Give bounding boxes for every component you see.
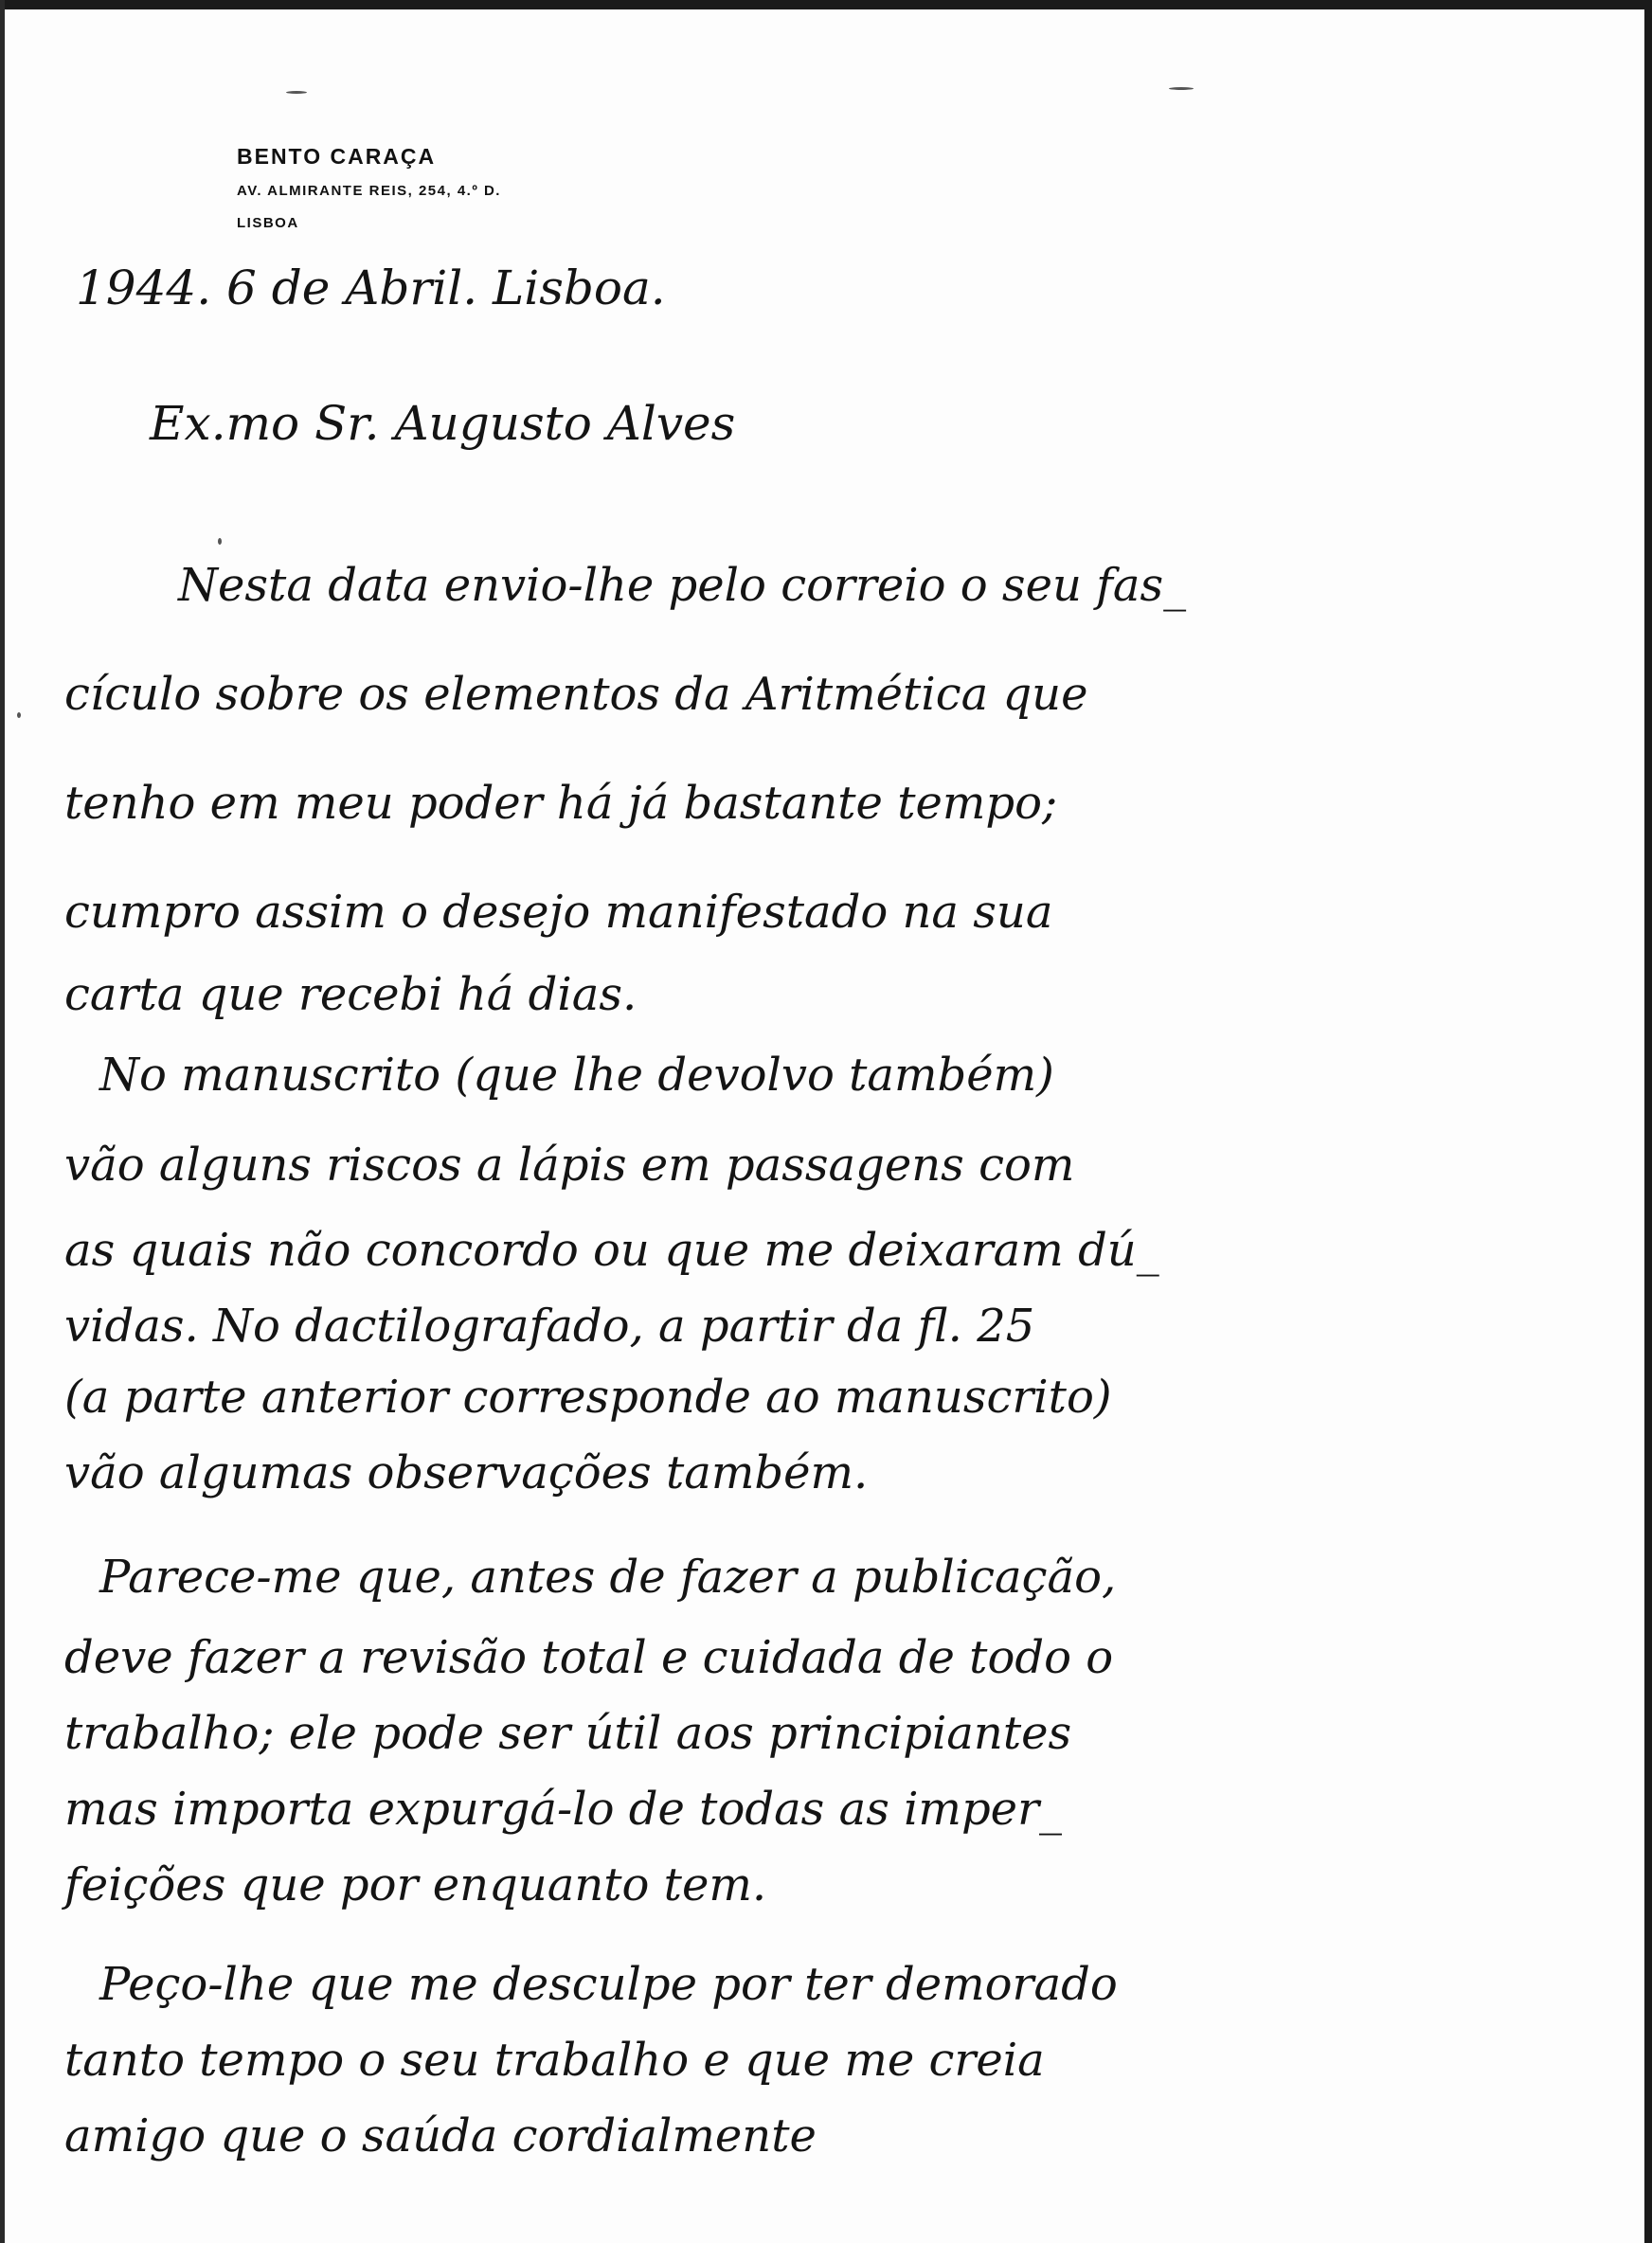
letter-line: vidas. No dactilografado, a partir da fl. 25 bbox=[64, 1300, 1035, 1353]
letterhead-address: AV. ALMIRANTE REIS, 254, 4.º D. bbox=[237, 183, 501, 199]
letter-line: amigo que o saúda cordialmente bbox=[64, 2109, 817, 2162]
letterhead bbox=[237, 137, 501, 240]
scan-edge-top bbox=[0, 0, 1652, 9]
letter-line: Nesta data envio-lhe pelo correio o seu fas_ bbox=[178, 559, 1187, 612]
letter-dateline: 1944. 6 de Abril. Lisboa. bbox=[76, 260, 666, 315]
scan-speck bbox=[286, 91, 307, 94]
letter-salutation: Ex.mo Sr. Augusto Alves bbox=[150, 396, 736, 451]
letter-line: cículo sobre os elementos da Aritmética que bbox=[64, 668, 1088, 721]
letter-line: carta que recebi há dias. bbox=[64, 968, 637, 1021]
letter-line: tanto tempo o seu trabalho e que me creia bbox=[64, 2034, 1045, 2087]
letter-line: Parece-me que, antes de fazer a publicação, bbox=[99, 1551, 1117, 1604]
letter-line: cumpro assim o desejo manifestado na sua bbox=[64, 886, 1053, 939]
letter-line: deve fazer a revisão total e cuidada de todo o bbox=[64, 1631, 1114, 1684]
letter-line: Peço-lhe que me desculpe por ter demorado bbox=[99, 1958, 1118, 2011]
letterhead-name: BENTO CARAÇA bbox=[237, 144, 437, 169]
letter-line: No manuscrito (que lhe devolvo também) bbox=[99, 1049, 1054, 1102]
scan-speck bbox=[218, 538, 222, 545]
letter-line: vão algumas observações também. bbox=[64, 1446, 869, 1499]
letter-line: tenho em meu poder há já bastante tempo; bbox=[64, 777, 1058, 830]
letter-line: vão alguns riscos a lápis em passagens com bbox=[64, 1139, 1075, 1192]
letterhead-city: LISBOA bbox=[237, 215, 299, 231]
scan-edge-left bbox=[0, 0, 5, 2243]
scan-speck bbox=[17, 712, 21, 718]
letter-line: trabalho; ele pode ser útil aos principiantes bbox=[64, 1707, 1072, 1760]
scan-edge-right bbox=[1644, 0, 1652, 2243]
letter-line: feições que por enquanto tem. bbox=[64, 1858, 767, 1911]
letter-line: (a parte anterior corresponde ao manuscrito) bbox=[64, 1371, 1112, 1424]
scan-speck bbox=[1169, 87, 1194, 90]
letter-line: mas importa expurgá-lo de todas as imper_ bbox=[64, 1783, 1063, 1836]
letter-line: as quais não concordo ou que me deixaram dú_ bbox=[64, 1224, 1159, 1277]
